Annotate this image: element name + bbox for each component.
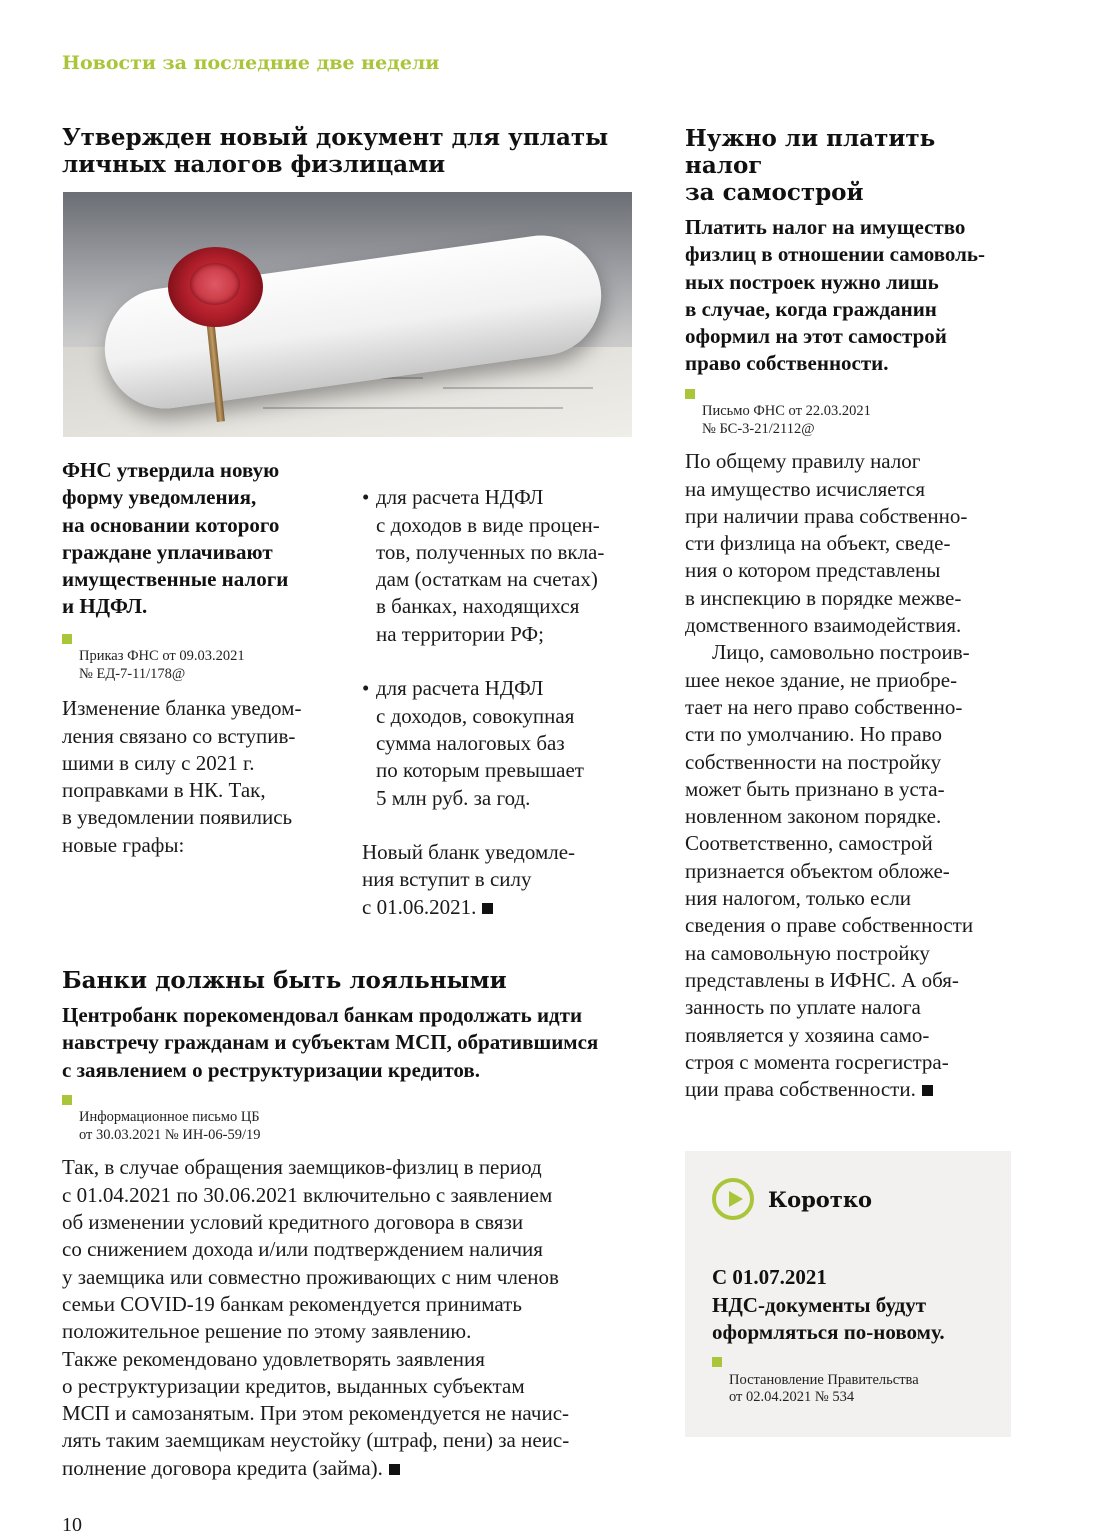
play-icon <box>712 1178 754 1220</box>
article-photo-sealed-scroll <box>63 192 632 437</box>
article-title-new-document: Утвержден новый документ для уплаты личных налогов физлицами <box>62 124 609 178</box>
green-square-icon <box>712 1357 722 1367</box>
article-lead: ФНС утвердила новую форму уведомления, на основании которого граждане уплачивают имущественные налоги и НДФЛ. <box>62 458 289 619</box>
article-columns <box>62 457 634 921</box>
paragraph-text: Также рекомендовано удовлетворять заявления о реструктуризации кредитов, выданных субъектам МСП и самозанятым. При этом рекомендуется не начис- лять таким заемщикам неустойку (штраф, пени) за неис- полнение договора кредита (займа). <box>62 1346 570 1480</box>
article-title-self-build: Нужно ли платить налог за самострой <box>685 125 936 206</box>
article-source <box>62 631 346 684</box>
right-column <box>685 125 1015 1437</box>
list-item: • для расчета НДФЛ с доходов в виде процен- тов, полученных по вкла- дам (остаткам на счетах) в банках, находящихся на территории РФ; <box>362 484 634 648</box>
article-title-banks: Банки должны быть лояльными <box>62 967 507 995</box>
article-source <box>62 1092 634 1145</box>
page-number: 10 <box>62 1514 82 1536</box>
source-text: Приказ ФНС от 09.03.2021 № ЕД-7-11/178@ <box>79 648 245 682</box>
wax-seal-icon <box>168 247 263 327</box>
article-body <box>685 830 1015 1103</box>
source-text: Информационное письмо ЦБ от 30.03.2021 № ИН-06-59/19 <box>79 1109 261 1143</box>
new-fields-list <box>362 457 634 839</box>
green-square-icon <box>62 1095 72 1105</box>
article-lead: Центробанк порекомендовал банкам продолжать идти навстречу гражданам и субъектам МСП, обратившимся с заявлением о реструктуризации кредитов. <box>62 1003 599 1082</box>
article-lead: Платить налог на имущество физлиц в отношении самоволь- ных построек нужно лишь в случае, когда гражданин оформил на этот самострой право собственности. <box>685 215 986 376</box>
article-body: Изменение бланка уведом- ления связано со вступив- шими в силу с 2021 г. поправками в НК. Так, в уведомлении появились новые графы: <box>62 696 302 857</box>
article-closing <box>362 839 634 921</box>
article-body <box>62 1346 634 1482</box>
end-mark-icon <box>482 903 493 914</box>
list-item: • для расчета НДФЛ с доходов, совокупная сумма налоговых баз по которым превышает 5 млн руб. за год. <box>362 675 634 811</box>
article-body: По общему правилу налог на имущество исчисляется при наличии права собственно- сти физлица на объект, сведе- ния о котором представлены в инспекцию в порядке межве- домственного взаимодействия. <box>685 449 968 638</box>
paragraph-text: Лицо, самовольно построив- шее некое здание, не приобре- тает на него право собственно- сти по умолчанию. Но право собственности на постройку может быть признано в уста- новленном законом порядке. <box>685 640 970 829</box>
green-square-icon <box>685 389 695 399</box>
brief-heading: Коротко <box>768 1186 872 1212</box>
closing-text: Новый бланк уведомле- ния вступит в силу с 01.06.2021. <box>362 840 576 919</box>
article-body <box>685 639 1015 830</box>
end-mark-icon <box>389 1464 400 1475</box>
source-text: Письмо ФНС от 22.03.2021 № БС-3-21/2112@ <box>702 403 871 437</box>
section-kicker: Новости за последние две недели <box>62 52 440 74</box>
source-text: Постановление Правительства от 02.04.2021 № 534 <box>729 1371 919 1406</box>
brief-box <box>685 1151 1011 1436</box>
left-column <box>62 124 634 1482</box>
brief-text: С 01.07.2021 НДС-документы будут оформляться по-новому. <box>712 1265 945 1344</box>
green-square-icon <box>62 634 72 644</box>
article-body: Так, в случае обращения заемщиков-физлиц в период с 01.04.2021 по 30.06.2021 включительно с заявлением об изменении условий кредитного договора в связи со снижением дохода и/или подтверждением наличия у заемщика или совместно проживающих с ним членов семьи COVID-19 банкам рекомендуется принимать положительное решение по этому заявлению. <box>62 1155 559 1344</box>
brief-source <box>712 1354 991 1407</box>
end-mark-icon <box>922 1085 933 1096</box>
article-source <box>685 386 1015 439</box>
paragraph-text: Соответственно, самострой признается объектом обложе- ния налогом, только если сведения о праве собственности на самовольную постройку представлены в ИФНС. А обя- занность по уплате налога появляется у хозяина само- строя с момента госрегистра- ции права собственности. <box>685 831 974 1102</box>
